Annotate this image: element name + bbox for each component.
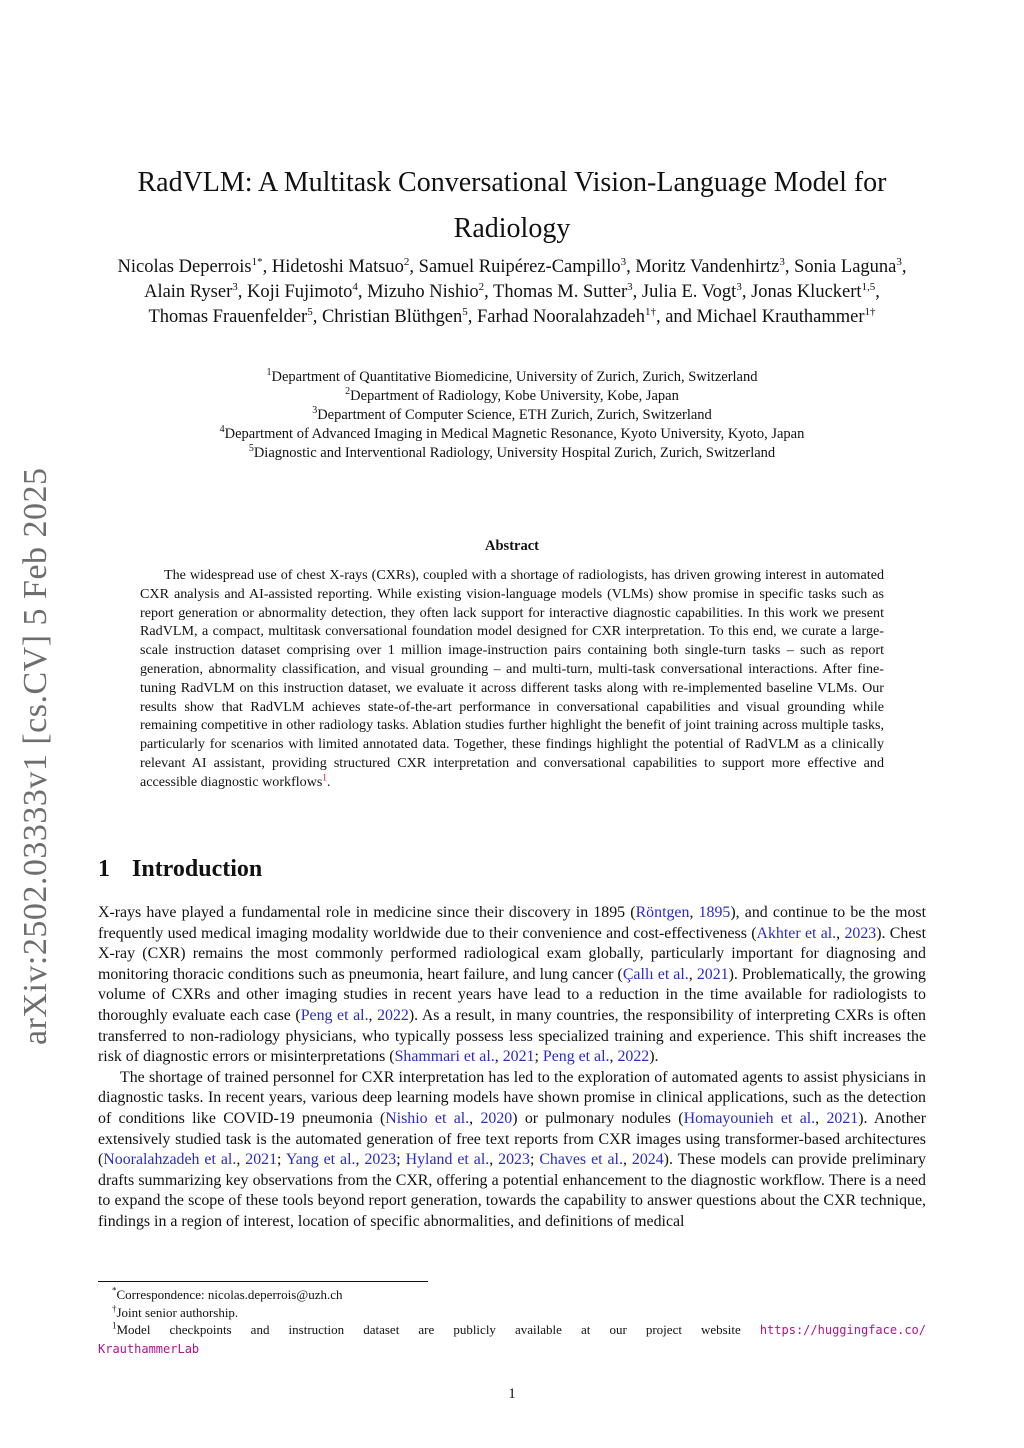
affiliation-marker: 4 — [219, 424, 225, 436]
author-name: Moritz Vandenhirtz$^3$ — [635, 255, 785, 277]
author-affiliation-marker: 1,5 — [861, 280, 876, 293]
citation-link[interactable]: 2021 — [502, 1048, 535, 1066]
paper-title: RadVLM: A Multitask Conversational Vision-Language Model for Radiology — [137, 167, 887, 244]
author-name: Hidetoshi Matsuo$^2$ — [271, 255, 410, 277]
affiliation-line — [100, 387, 924, 406]
affiliation-line — [100, 406, 924, 425]
footnote-text: Model checkpoints and instruction dataset are publicly available at our project website — [116, 1322, 741, 1337]
citation-link[interactable]: Shammari et al. — [394, 1048, 495, 1066]
affiliation-line — [100, 444, 924, 463]
affiliation-marker: 1 — [266, 367, 272, 379]
affiliation-list — [100, 368, 924, 463]
author-name: Mizuho Nishio$^2$ — [367, 280, 485, 302]
author-affiliation-marker: 3 — [736, 280, 742, 293]
citation-link[interactable]: 2020 — [480, 1109, 513, 1127]
author-affiliation-marker: 3 — [627, 280, 633, 293]
abstract-text: The widespread use of chest X-rays (CXRs), coupled with a shortage of radiologists, has driven growing interest in automated CXR analysis and AI-assisted reporting. While existing vision-language models (VLMs) show promise in specific tasks such as report generation or abnormality detection, they often lack support for interactive diagnostic capabilities. In this work we present RadVLM, a compact, multitask conversational foundation model designed for CXR interpretation. To this end, we curate a large-scale instruction dataset comprising over 1 million image-instruction pairs containing both single-turn tasks – such as report generation, abnormality classification, and visual grounding – and multi-turn, multi-task conversational interactions. After fine-tuning RadVLM on this instruction dataset, we evaluate it across different tasks along with re-implemented baseline VLMs. Our results show that RadVLM achieves state-of-the-art performance in conversational capabilities and visual grounding while remaining competitive in other radiology tasks. Ablation studies further highlight the benefit of joint training across multiple tasks, particularly for scenarios with limited annotated data. Together, these findings highlight the potential of RadVLM as a clinically relevant AI assistant, providing structured CXR interpretation and conversational capabilities to support more effective and accessible diagnostic workflows — [140, 567, 884, 790]
citation-link[interactable]: Nishio et al. — [385, 1109, 470, 1127]
citation-link[interactable]: 2021 — [826, 1109, 859, 1127]
citation-link[interactable]: 2022 — [377, 1006, 409, 1024]
citation-link[interactable]: Hyland et al. — [405, 1151, 490, 1169]
author-name: Koji Fujimoto$^4$ — [246, 280, 358, 302]
abstract-end: . — [326, 773, 331, 790]
footnote-mark-link[interactable]: 1 — [322, 772, 327, 783]
footnote — [98, 1304, 926, 1322]
citation-link[interactable]: Nooralahzadeh et al. — [103, 1151, 237, 1169]
project-website-link[interactable]: https://huggingface.co/ — [759, 1323, 926, 1337]
affiliation-text: Department of Radiology, Kobe University, Kobe, Japan — [350, 388, 679, 404]
citation-link[interactable]: 2023 — [498, 1151, 530, 1169]
author-affiliation-marker: 5 — [307, 305, 313, 318]
arxiv-identifier-stamp[interactable]: arXiv:2502.03333v1 [cs.CV] 5 Feb 2025 — [17, 467, 54, 1045]
citation-link[interactable]: Peng et al. — [542, 1048, 610, 1066]
affiliation-text: Department of Advanced Imaging in Medical Magnetic Resonance, Kyoto University, Kyoto, Japan — [224, 426, 805, 442]
author-affiliation-marker: 5 — [462, 305, 468, 318]
citation-link[interactable]: Peng et al. — [300, 1006, 369, 1024]
footnote-text: Joint senior authorship. — [116, 1304, 239, 1320]
footnote-text: Correspondence: nicolas.deperrois@uzh.ch — [116, 1287, 343, 1302]
citation-link[interactable]: Akhter et al. — [756, 924, 837, 942]
author-affiliation-marker: 3 — [896, 255, 902, 268]
footnote-marker: † — [112, 1303, 117, 1314]
author-affiliation-marker: 1† — [644, 305, 656, 318]
footnotes — [98, 1286, 926, 1358]
project-website-link-cont[interactable]: KrauthammerLab — [98, 1341, 200, 1356]
author-name: Thomas Frauenfelder$^5$ — [148, 305, 313, 327]
affiliation-marker: 2 — [345, 386, 351, 398]
author-name: Jonas Kluckert$^{1,5}$ — [751, 280, 876, 302]
affiliation-line — [100, 368, 924, 387]
introduction-body — [98, 903, 926, 1233]
citation-link[interactable]: Röntgen — [635, 904, 690, 921]
author-list: Nicolas Deperrois$^{1*}$, Hidetoshi Matsuo$^2$, Samuel Ruipérez-Campillo$^3$, Moritz Vandenhirtz$^3$, Sonia Laguna$^3$, Alain Ryser$^3$, Koji Fujimoto$^4$, Mizuho Nishio$^2$, Thomas M. Sutter$^3$, Julia E. Vogt$^3$, Jonas Kluckert$^{1,5}$, Thomas Frauenfelder$^5$, Christian Blüthgen$^5$, Farhad Nooralahzadeh$^{1\dagger}$, and Michael Krauthammer$^{1\dagger}$ — [117, 255, 907, 327]
affiliation-text: Department of Computer Science, ETH Zurich, Zurich, Switzerland — [317, 407, 712, 423]
citation-link[interactable]: Chaves et al. — [539, 1151, 623, 1169]
affiliation-line — [100, 425, 924, 444]
author-name: and Michael Krauthammer$^{1\dagger}$ — [665, 305, 876, 327]
citation-link[interactable]: Yang et al. — [285, 1151, 356, 1169]
author-affiliation-marker: 2 — [478, 280, 485, 293]
citation-link[interactable]: Çallı et al. — [622, 965, 689, 983]
abstract-heading: Abstract — [485, 538, 539, 554]
citation-link[interactable]: 2022 — [617, 1048, 650, 1066]
footnote-marker: * — [112, 1285, 117, 1296]
author-affiliation-marker: 3 — [620, 255, 627, 268]
author-name: Farhad Nooralahzadeh$^{1\dagger}$ — [476, 305, 656, 327]
footnote-divider — [98, 1281, 428, 1282]
author-affiliation-marker: 2 — [403, 255, 410, 268]
author-name: Thomas M. Sutter$^3$ — [493, 280, 633, 302]
author-name: Julia E. Vogt$^3$ — [641, 280, 742, 302]
section-heading — [98, 856, 262, 883]
author-affiliation-marker: 3 — [779, 255, 785, 268]
intro-paragraph: The shortage of trained personnel for CXR interpretation has led to the exploration of automated agents to assist physicians in diagnostic tasks. In recent years, various deep learning models have shown promise in clinical applications, such as the detection of conditions like COVID-19 pneumonia (Nishio et al., 2020) or pulmonary nodules (Homayounieh et al., 2021). Another extensively studied task is the automated generation of free text reports from CXR images using transformer-based architectures (Nooralahzadeh et al., 2021; Yang et al., 2023; Hyland et al., 2023; Chaves et al., 2024). These models can provide preliminary drafts summarizing key observations from the CXR, offering a potential enhancement to the diagnostic workflow. There is a need to expand the scope of these tools beyond report generation, towards the capability to answer questions about the CXR technique, findings in a region of interest, location of specific abnormalities, and definitions of medical — [98, 1068, 927, 1230]
author-name: Samuel Ruipérez-Campillo$^3$ — [418, 255, 627, 277]
author-affiliation-marker: 1* — [251, 255, 263, 268]
author-affiliation-marker: 3 — [232, 280, 238, 293]
affiliation-marker: 3 — [312, 405, 318, 417]
section-number: 1 — [98, 856, 110, 882]
author-name: Nicolas Deperrois$^{1*}$ — [117, 255, 263, 277]
author-name: Christian Blüthgen$^5$ — [321, 305, 468, 327]
citation-link[interactable]: 2021 — [696, 965, 729, 983]
citation-link[interactable]: 2023 — [364, 1151, 397, 1169]
footnote — [98, 1321, 926, 1340]
citation-link[interactable]: 2023 — [844, 924, 877, 942]
citation-link[interactable]: 2024 — [631, 1151, 664, 1169]
footnote — [98, 1286, 926, 1304]
abstract-body — [140, 566, 884, 792]
footnote-marker: 1 — [112, 1320, 117, 1331]
affiliation-text: Department of Quantitative Biomedicine, University of Zurich, Zurich, Switzerland — [271, 369, 758, 385]
author-name: Sonia Laguna$^3$ — [794, 255, 902, 277]
page-number: 1 — [508, 1386, 516, 1402]
author-affiliation-marker: 1† — [864, 305, 876, 318]
intro-paragraph: X-rays have played a fundamental role in medicine since their discovery in 1895 (Röntgen, 1895), and continue to be the most frequently used medical imaging modality worldwide due to their convenience and cost-effectiveness (Akhter et al., 2023). Chest X-ray (CXR) remains the most commonly performed radiological exam globally, particularly important for diagnosing and monitoring thoracic conditions such as pneumonia, heart failure, and lung cancer (Çallı et al., 2021). Problematically, the growing volume of CXRs and other imaging studies in recent years have lead to a reduction in the time available for radiologists to thoroughly evaluate each case (Peng et al., 2022). As a result, in many countries, the responsibility of interpreting CXRs is often transferred to non-radiology physicians, who typically possess less specialized training and experience. This shift increases the risk of diagnostic errors or misinterpretations (Shammari et al., 2021; Peng et al., 2022). — [98, 904, 926, 1066]
author-affiliation-marker: 4 — [352, 280, 358, 293]
citation-link[interactable]: Homayounieh et al. — [683, 1109, 816, 1127]
affiliation-marker: 5 — [248, 443, 254, 455]
footnote-continuation — [98, 1340, 926, 1359]
author-name: Alain Ryser$^3$ — [144, 280, 238, 302]
citation-link[interactable]: 1895 — [698, 904, 731, 921]
section-title: Introduction — [132, 856, 263, 882]
citation-link[interactable]: 2021 — [245, 1151, 278, 1169]
affiliation-text: Diagnostic and Interventional Radiology, University Hospital Zurich, Zurich, Switzerland — [253, 445, 776, 461]
